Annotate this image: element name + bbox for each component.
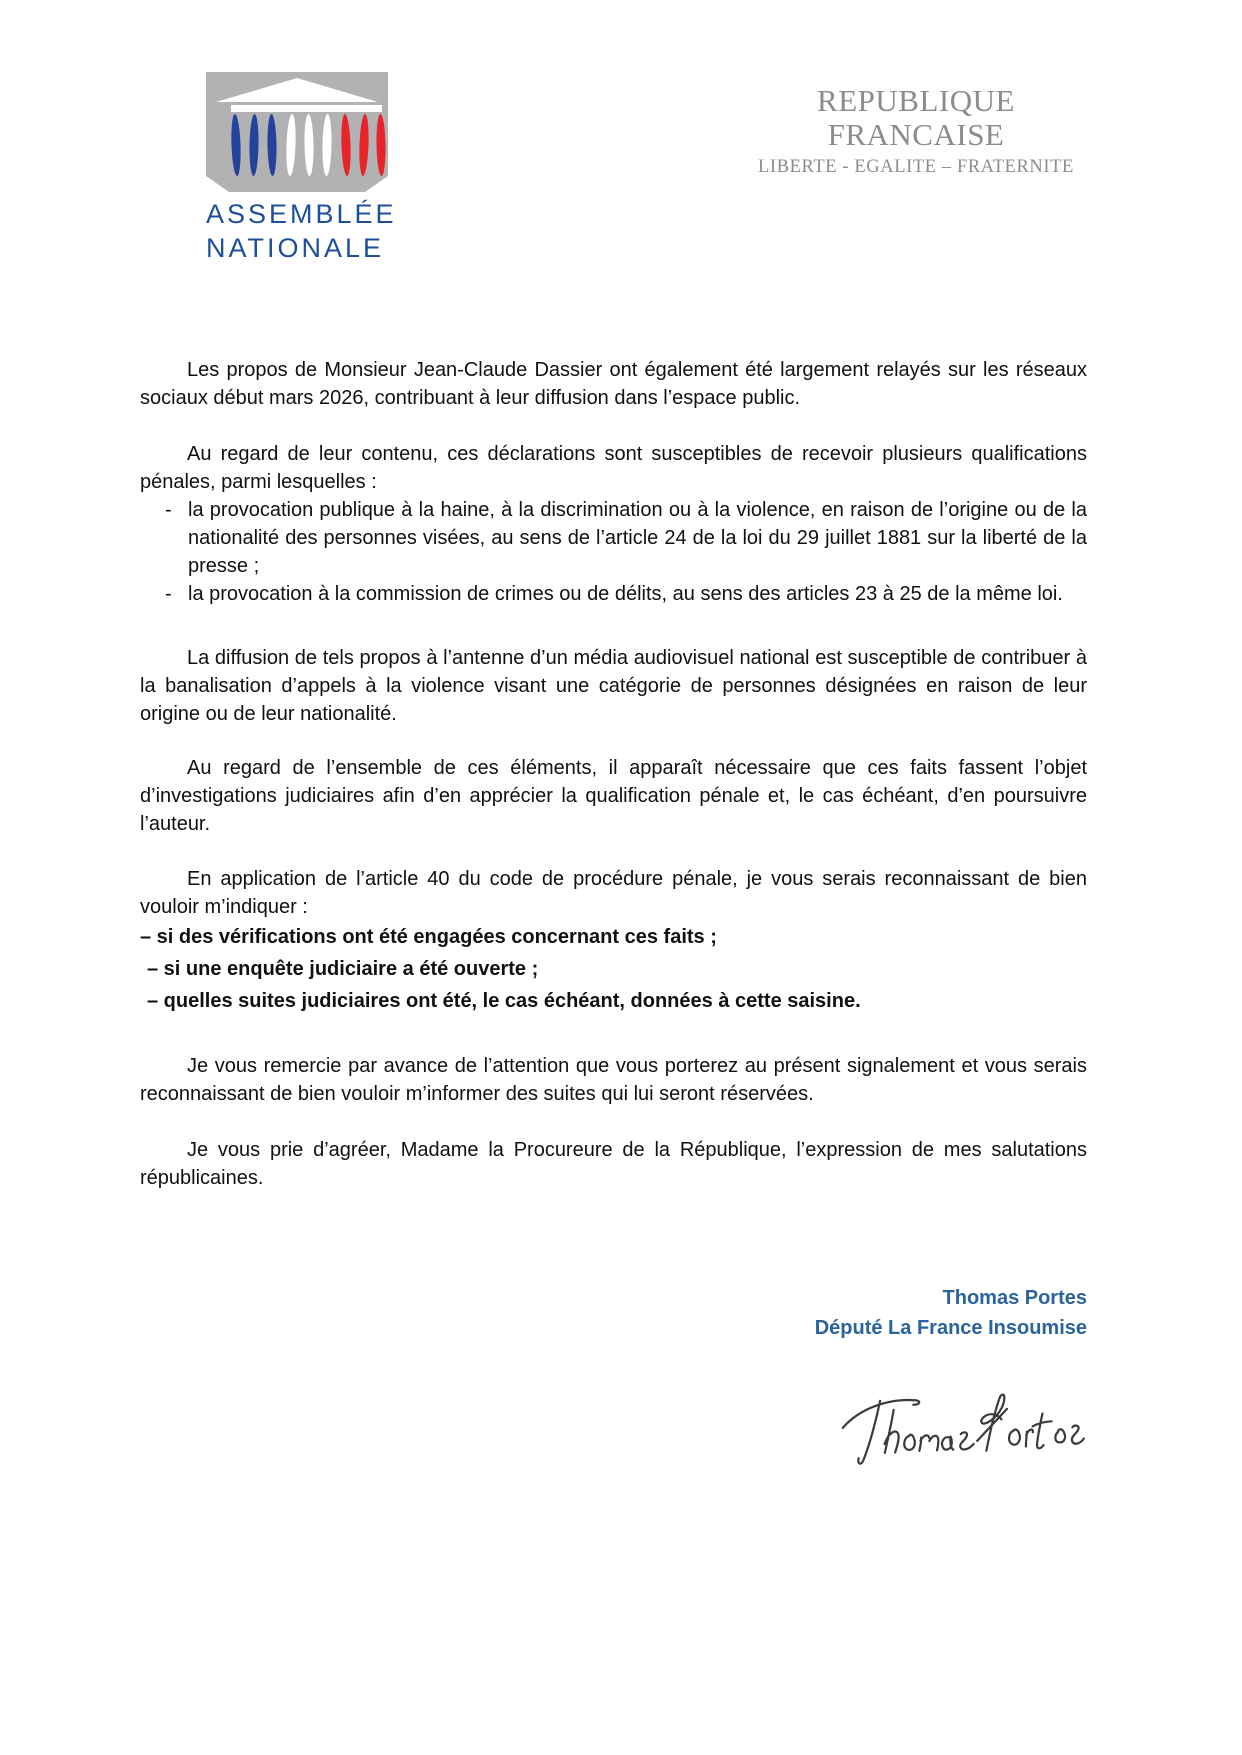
republic-title: REPUBLIQUE FRANCAISE bbox=[817, 83, 1015, 152]
logo-wordmark-line2: NATIONALE bbox=[206, 233, 385, 263]
paragraph-article-40: En application de l’article 40 du code de procédure pénale, je vous serais reconnaissant de bien vouloir m’indiquer : bbox=[140, 868, 1087, 918]
paragraph-salutations: Je vous prie d’agréer, Madame la Procureure de la République, l’expression de mes salutations républicaines. bbox=[140, 1139, 1087, 1189]
bullet-dash: - bbox=[165, 583, 172, 605]
assemblee-nationale-emblem-icon bbox=[206, 72, 388, 192]
paragraph-diffusion: La diffusion de tels propos à l’antenne d’un média audiovisuel national est susceptible de contribuer à la banalisation d’appels à la violence visant une catégorie de personnes désignées en raison de leur origine ou de leur nationalité. bbox=[140, 647, 1087, 725]
demand-verifications: – si des vérifications ont été engagées concernant ces faits ; bbox=[140, 926, 717, 948]
republic-header bbox=[740, 84, 1092, 178]
republic-motto: LIBERTE - EGALITE – FRATERNITE bbox=[758, 157, 1074, 177]
red-columns bbox=[340, 114, 386, 176]
paragraph-remerciements: Je vous remercie par avance de l’attention que vous porterez au présent signalement et vous serais reconnaissant de bien vouloir m’informer des suites qui lui seront réservées. bbox=[140, 1055, 1087, 1105]
handwritten-signature bbox=[140, 1378, 1087, 1474]
logo-wordmark bbox=[206, 197, 406, 265]
demand-suites: – quelles suites judiciaires ont été, le cas échéant, données à cette saisine. bbox=[147, 990, 861, 1012]
bullet-item-provocation-crimes bbox=[140, 580, 1087, 608]
paragraph-qualifications: Au regard de leur contenu, ces déclarations sont susceptibles de recevoir plusieurs qualifications pénales, parmi lesquelles : bbox=[140, 443, 1087, 493]
signatory-name: Thomas Portes bbox=[942, 1287, 1087, 1309]
bullet-dash: - bbox=[165, 499, 172, 521]
handwritten-signature-icon bbox=[829, 1374, 1088, 1479]
signatory-block bbox=[140, 1283, 1087, 1343]
bullet-text: la provocation publique à la haine, à la discrimination ou à la violence, en raison de l’origine ou de la nationalité des personnes visées, au sens de l’article 24 de la loi du 29 juillet 1881 sur la liberté de la presse ; bbox=[188, 499, 1087, 577]
letter-body bbox=[140, 356, 1087, 1474]
paragraph-propos-relayes: Les propos de Monsieur Jean-Claude Dassier ont également été largement relayés sur les réseaux sociaux début mars 2026, contribuant à leur diffusion dans l’espace public. bbox=[140, 359, 1087, 409]
signatory-title: Député La France Insoumise bbox=[814, 1317, 1087, 1339]
paragraph-investigations: Au regard de l’ensemble de ces éléments, il apparaît nécessaire que ces faits fassent l’objet d’investigations judiciaires afin d’en apprécier la qualification pénale et, le cas échéant, d’en poursuivre l’auteur. bbox=[140, 757, 1087, 835]
logo-wordmark-line1: ASSEMBLÉE bbox=[206, 199, 397, 229]
bullet-item-provocation-haine bbox=[140, 496, 1087, 580]
bullet-text: la provocation à la commission de crimes ou de délits, au sens des articles 23 à 25 de la même loi. bbox=[188, 583, 1063, 605]
assemblee-nationale-logo bbox=[206, 72, 406, 265]
demand-enquete: – si une enquête judiciaire a été ouverte ; bbox=[147, 958, 539, 980]
blue-columns bbox=[230, 114, 277, 176]
white-columns bbox=[285, 114, 332, 176]
